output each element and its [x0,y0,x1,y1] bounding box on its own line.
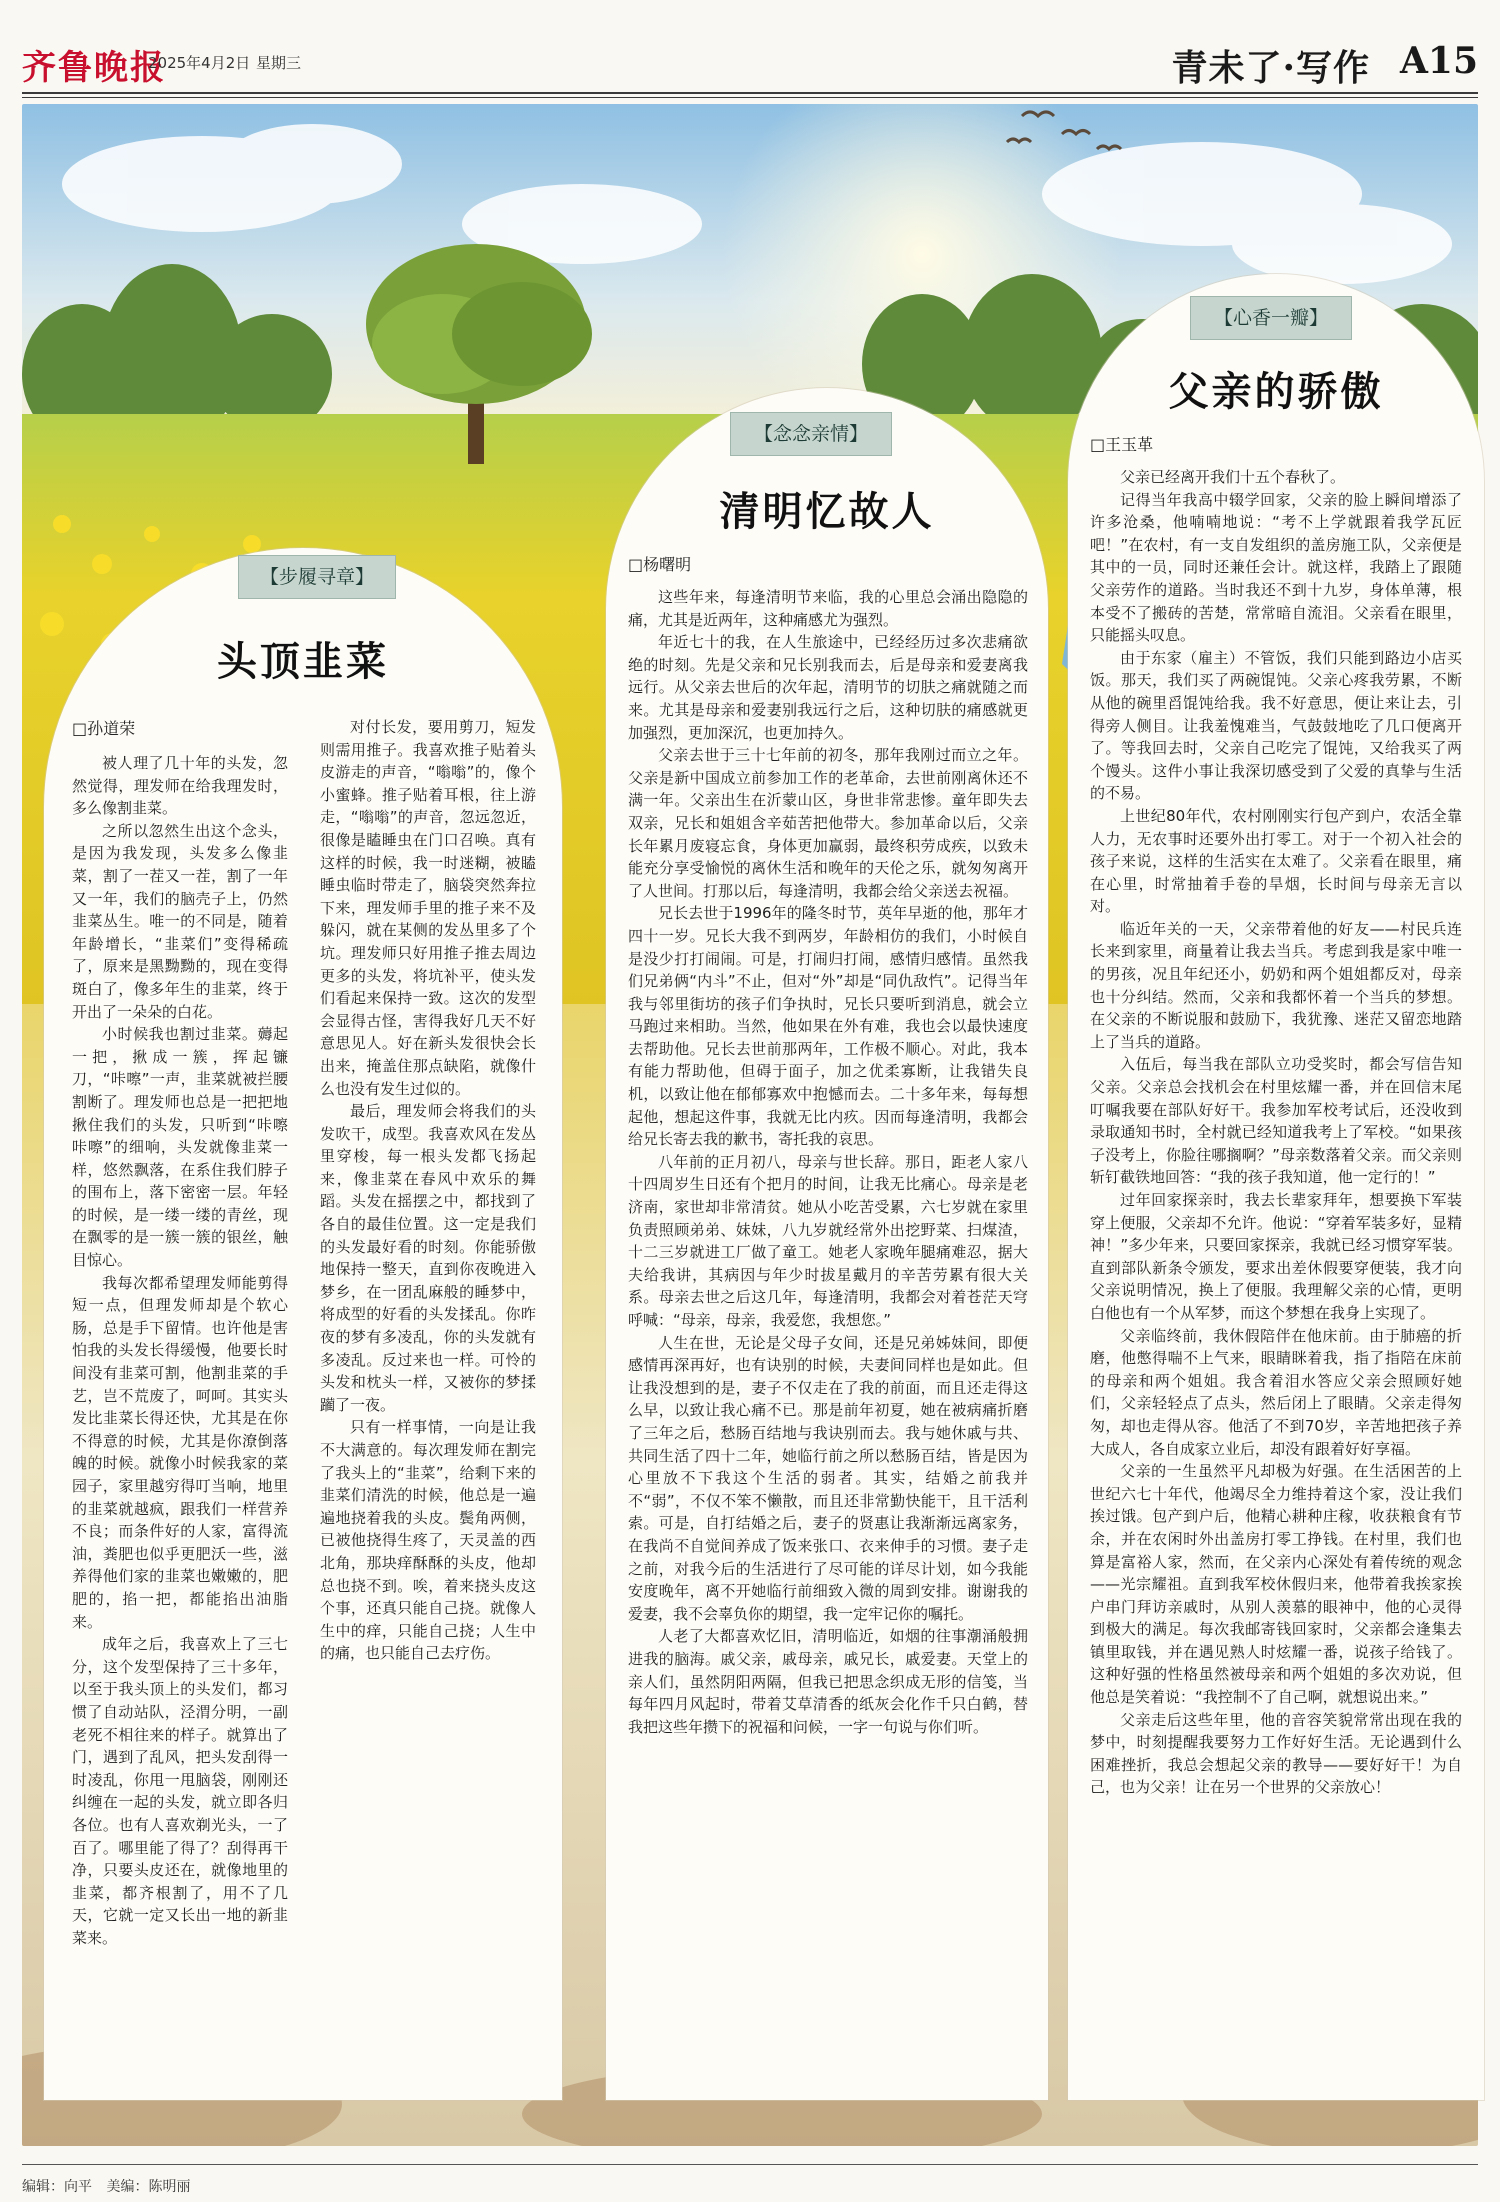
paragraph: 入伍后，每当我在部队立功受奖时，都会写信告知父亲。父亲总会找机会在村里炫耀一番，并在回信末尾叮嘱我要在部队好好干。我参加军校考试后，还没收到录取通知书时，全村就已经知道我考上了军校。“如果孩子没考上，你脸往哪搁啊？”母亲数落着父亲。而父亲则斩钉截铁地回答：“我的孩子我知道，他一定行的！” [1090,1055,1462,1187]
paragraph: 父亲临终前，我休假陪伴在他床前。由于肺癌的折磨，他憋得喘不上气来，眼睛眯着我，指了指陪在床前的母亲和两个姐姐。我含着泪水答应父亲会照顾好她们，父亲轻轻点了点头，然后闭上了眼睛。父亲走得匆匆，却也走得从容。他活了不到70岁，辛苦地把孩子养大成人，各自成家立业后，却没有跟着好好享福。 [1090,1326,1462,1458]
paragraph: 人老了大都喜欢忆旧，清明临近，如烟的往事潮涌般拥进我的脑海。戚父亲，戚母亲，戚兄长，戚爱妻。天堂上的亲人们，虽然阴阳两隔，但我已把思念织成无形的信笺，当每年四月风起时，带着艾草清香的纸灰会化作千只白鹤，替我把这些年攒下的祝福和问候，一字一句说与你们听。 [628,1627,1028,1736]
paragraph: 上世纪80年代，农村刚刚实行包产到户，农活全靠人力，无农事时还要外出打零工。对于一个初入社会的孩子来说，这样的生活实在太难了。父亲看在眼里，痛在心里，时常抽着手卷的旱烟，长时间与母亲无言以对。 [1090,806,1462,916]
page-number: A15 [1399,40,1478,82]
paragraph: 记得当年我高中辍学回家，父亲的脸上瞬间增添了许多沧桑，他喃喃地说：“考不上学就跟着我学瓦匠吧！”在农村，有一支自发组织的盖房施工队，父亲便是其中的一员，同时还兼任会计。就这样，我踏上了跟随父亲劳作的道路。当时我还不到十九岁，身体单薄，根本受不了搬砖的苦楚，常常暗自流泪。父亲看在眼里，只能摇头叹息。 [1090,490,1462,645]
paragraph: 兄长去世于1996年的隆冬时节，英年早逝的他，那年才四十一岁。兄长大我不到两岁，年龄相仿的我们，小时候自是没少打打闹闹。可是，打闹归打闹，感情归感情。虽然我们兄弟俩“内斗”不止，但对“外”却是“同仇敌忾”。记得当年我与邻里街坊的孩子们争执时，兄长只要听到消息，就会立马跑过来相助。当然，他如果在外有难，我也会以最快速度去帮助他。兄长去世前那两年，工作极不顺心。对此，我本有能力帮助他，但碍于面子，加之优柔寡断，让我错失良机，以致让他在郁郁寡欢中抱憾而去。二十多年来，每每想起他，想起这件事，我就无比内疚。因而每逢清明，我都会给兄长寄去我的歉书，寄托我的哀思。 [628,904,1028,1149]
paragraph: 只有一样事情，一向是让我不大满意的。每次理发师在割完了我头上的“韭菜”，给剩下来的韭菜们清洗的时候，他总是一遍遍地挠着我的头皮。鬓角两侧，已被他挠得生疼了，天灵盖的西北角，那块痒酥酥的头皮，他却总也挠不到。唉，着来挠头皮这个事，还真只能自己挠。就像人生中的痒，只能自己挠；人生中的痛，也只能自己去疗伤。 [320,1418,536,1663]
paragraph: 我每次都希望理发师能剪得短一点，但理发师却是个软心肠，总是手下留情。也许他是害怕我的头发长得缓慢，他要长时间没有韭菜可割，他割韭菜的手艺，岂不荒废了，呵呵。其实头发比韭菜长得还快，尤其是在你不得意的时候，尤其是你潦倒落魄的时候。就像小时候我家的菜园子，家里越穷得叮当响，地里的韭菜就越疯，跟我们一样营养不良；而条件好的人家，富得流油，粪肥也似乎更肥沃一些，滋养得他们家的韭菜也嫩嫩的，肥肥的，掐一把，都能掐出油脂来。 [72,1273,288,1631]
page-header [0,0,1500,100]
column-tag: 【步履寻章】 [238,555,396,599]
paragraph: 父亲走后这些年里，他的音容笑貌常常出现在我的梦中，时刻提醒我要努力工作好好生活。无论遇到什么困难挫折，我总会想起父亲的教导——要好好干！为自己，也为父亲！让在另一个世界的父亲放心！ [1090,1710,1462,1797]
header-rule [22,92,1478,94]
article-body [1090,466,1462,2082]
article-byline: □王玉革 [1090,435,1154,454]
paragraph: 过年回家探亲时，我去长辈家拜年，想要换下军装穿上便服，父亲却不允许。他说：“穿着军装多好，显精神！”多少年来，只要回家探亲，我就已经习惯穿军装。直到部队新条令颁发，要求出差休假要穿便装，我才向父亲说明情况，换上了便服。我理解父亲的心情，更明白他也有一个从军梦，而这个梦想在我身上实现了。 [1090,1191,1462,1322]
editor-credit: 编辑：向平 [22,2179,92,2195]
header-rule-thin [22,97,1478,98]
paragraph: 小时候我也割过韭菜。薅起一把，揪成一簇，挥起镰刀，“咔嚓”一声，韭菜就被拦腰割断了。理发师也总是一把把地揪住我们的头发，只听到“咔嚓咔嚓”的细响，头发就像韭菜一样，悠然飘落，在系住我们脖子的围布上，落下密密一层。年轻的时候，是一缕一缕的青丝，现在飘零的是一簇一簇的银丝，触目惊心。 [72,1025,288,1270]
paragraph: 父亲去世于三十七年前的初冬，那年我刚过而立之年。父亲是新中国成立前参加工作的老革命，去世前刚离休还不满一年。父亲出生在沂蒙山区，身世非常悲惨。童年即失去双亲，兄长和姐姐含辛茹苦把他带大。参加革命以后，父亲长年累月废寝忘食，身体更加赢弱，最终积劳成疾，以致未能充分享受愉悦的离休生活和晚年的天伦之乐，就匆匆离开了人世间。打那以后，每逢清明，我都会给父亲送去祝福。 [628,746,1028,900]
column-tag: 【念念亲情】 [730,412,892,456]
article-byline: □杨曙明 [628,555,692,574]
issue-date: 2025年4月2日 [148,54,251,72]
article-body-column-2 [320,716,536,2082]
paragraph: 成年之后，我喜欢上了三七分，这个发型保持了三十多年，以至于我头顶上的头发们，都习惯了自动站队，泾渭分明，一副老死不相往来的样子。就算出了门，遇到了乱风，把头发刮得一时凌乱，你甩一甩脑袋，刚刚还纠缠在一起的头发，就立即各归各位。也有人喜欢剃光头，一了百了。哪里能了得了？刮得再干净，只要头皮还在，就像地里的韭菜，都齐根割了，用不了几天，它就一定又长出一地的新韭菜来。 [72,1635,288,1947]
paragraph: 最后，理发师会将我们的头发吹干，成型。我喜欢风在发丛里穿梭，每一根头发都飞扬起来，像韭菜在春风中欢乐的舞蹈。头发在摇摆之中，都找到了各自的最佳位置。这一定是我们的头发最好看的时刻。你能骄傲地保持一整天，直到你夜晚进入梦乡，在一团乱麻般的睡梦中，将成型的好看的头发揉乱。你昨夜的梦有多凌乱，你的头发就有多凌乱。反过来也一样。可怜的头发和枕头一样，又被你的梦揉躏了一夜。 [320,1102,536,1414]
article-title: 头顶韭菜 [217,638,389,685]
paragraph: 由于东家（雇主）不管饭，我们只能到路边小店买饭。那天，我们买了两碗馄饨。父亲心疼我劳累，不断从他的碗里舀馄饨给我。我不好意思，便让来让去，引得旁人侧目。让我羞愧难当，气鼓鼓地吃了几口便离开了。等我回去时，父亲自己吃完了馄饨，又给我买了两个馒头。这件小事让我深切感受到了父爱的真挚与生活的不易。 [1090,648,1462,803]
footer-rule [22,2164,1478,2165]
article-byline: □孙道荣 [72,719,136,738]
issue-weekday: 星期三 [256,54,302,72]
paragraph: 父亲的一生虽然平凡却极为好强。在生活困苦的上世纪六七十年代，他竭尽全力维持着这个家，没让我们挨过饿。包产到户后，他精心耕种庄稼，收获粮食有节余，并在农闲时外出盖房打零工挣钱。在村里，我们也算是富裕人家，然而，在父亲内心深处有着传统的观念——光宗耀祖。直到我军校休假归来，他带着我挨家挨户串门拜访亲戚时，从别人羡慕的眼神中，他的心灵得到极大的满足。每次我邮寄钱回家时，父亲都会逢集去镇里取钱，并在遇见熟人时炫耀一番，说孩子给钱了。这种好强的性格虽然被母亲和两个姐姐的多次劝说，但他总是笑着说：“我控制不了自己啊，就想说出来。” [1090,1462,1462,1707]
newspaper-masthead: 齐鲁晚报 [22,48,166,88]
article-body [628,586,1028,2082]
article-title: 清明忆故人 [719,488,935,535]
paragraph: 人生在世，无论是父母子女间，还是兄弟姊妹间，即便感情再深再好，也有诀别的时候，夫妻间同样也是如此。但让我没想到的是，妻子不仅走在了我的前面，而且还走得这么早，以致让我心痛不已。那是前年初夏，她在被病痛折磨了三年之后，愁肠百结地与我诀别而去。我与她休戚与共、共同生活了四十二年，她临行前之所以愁肠百结，皆是因为心里放不下我这个生活的弱者。其实，结婚之前我并不“弱”，不仅不笨不懒散，而且还非常勤快能干，且干活利索。可是，自打结婚之后，妻子的贤惠让我渐渐远离家务，在我尚不自觉间养成了饭来张口、衣来伸手的习惯。妻子走之前，对我今后的生活进行了尽可能的详尽计划，如今我能安度晚年，离不开她临行前细致入微的周到安排。谢谢我的爱妻，我不会辜负你的期望，我一定牢记你的嘱托。 [628,1333,1028,1623]
paragraph: 被人理了几十年的头发，忽然觉得，理发师在给我理发时，多么像割韭菜。 [72,754,288,818]
paragraph: 之所以忽然生出这个念头，是因为我发现，头发多么像韭菜，割了一茬又一茬，割了一年又一年，我们的脑壳子上，仍然韭菜丛生。唯一的不同是，随着年龄增长，“韭菜们”变得稀疏了，原来是黑黝黝的，现在变得斑白了，像多年生的韭菜，终于开出了一朵朵的白花。 [72,821,288,1021]
section-title: 青未了·写作 [1171,47,1370,89]
paragraph: 八年前的正月初八，母亲与世长辞。那日，距老人家八十四周岁生日还有个把月的时间，让我无比痛心。母亲是老济南，家世却非常清贫。她从小吃苦受累，六七岁就在家里负责照顾弟弟、妹妹，八九岁就经常外出挖野菜、扫煤渣，十二三岁就进工厂做了童工。她老人家晚年腿痛难忍，据大夫给我讲，其病因与年少时拔星戴月的辛苦劳累有很大关系。母亲去世之后这几年，每逢清明，我都会对着苍茫天穹呼喊：“母亲，母亲，我爱您，我想您。” [628,1152,1028,1329]
column-tag: 【心香一瓣】 [1190,296,1352,340]
paragraph: 父亲已经离开我们十五个春秋了。 [1120,468,1346,486]
designer-credit: 美编：陈明丽 [106,2179,191,2195]
paragraph: 临近年关的一天，父亲带着他的好友——村民兵连长来到家里，商量着让我去当兵。考虑到我是家中唯一的男孩，况且年纪还小，奶奶和两个姐姐都反对，母亲也十分纠结。然而，父亲和我都怀着一个当兵的梦想。在父亲的不断说服和鼓励下，我犹豫、迷茫又留恋地踏上了当兵的道路。 [1090,919,1462,1051]
paragraph: 对付长发，要用剪刀，短发则需用推子。我喜欢推子贴着头皮游走的声音，“嗡嗡”的，像个小蜜蜂。推子贴着耳根，往上游走，“嗡嗡”的声音，忽远忽近，很像是瞌睡虫在门口召唤。真有这样的时候，我一时迷糊，被瞌睡虫临时带走了，脑袋突然奔拉下来，理发师手里的推子来不及躲闪，就在某侧的发丛里多了个坑。理发师只好用推子推去周边更多的头发，将坑补平，使头发们看起来保持一致。这次的发型会显得古怪，害得我好几天不好意思见人。好在新头发很快会长出来，掩盖住那点缺陷，就像什么也没有发生过似的。 [320,718,536,1098]
article-body-column-1 [72,752,288,2082]
paragraph: 年近七十的我，在人生旅途中，已经经历过多次悲痛欲绝的时刻。先是父亲和兄长别我而去，后是母亲和爱妻离我远行。从父亲去世后的次年起，清明节的切肤之痛就随之而来。尤其是母亲和爱妻别我远行之后，这种切肤的痛感就更加强烈，更加深沉，也更加持久。 [628,633,1028,742]
article-title: 父亲的骄傲 [1168,368,1384,415]
paragraph: 这些年来，每逢清明节来临，我的心里总会涌出隐隐的痛，尤其是近两年，这种痛感尤为强烈。 [628,588,1028,629]
page-footer [22,2176,200,2196]
